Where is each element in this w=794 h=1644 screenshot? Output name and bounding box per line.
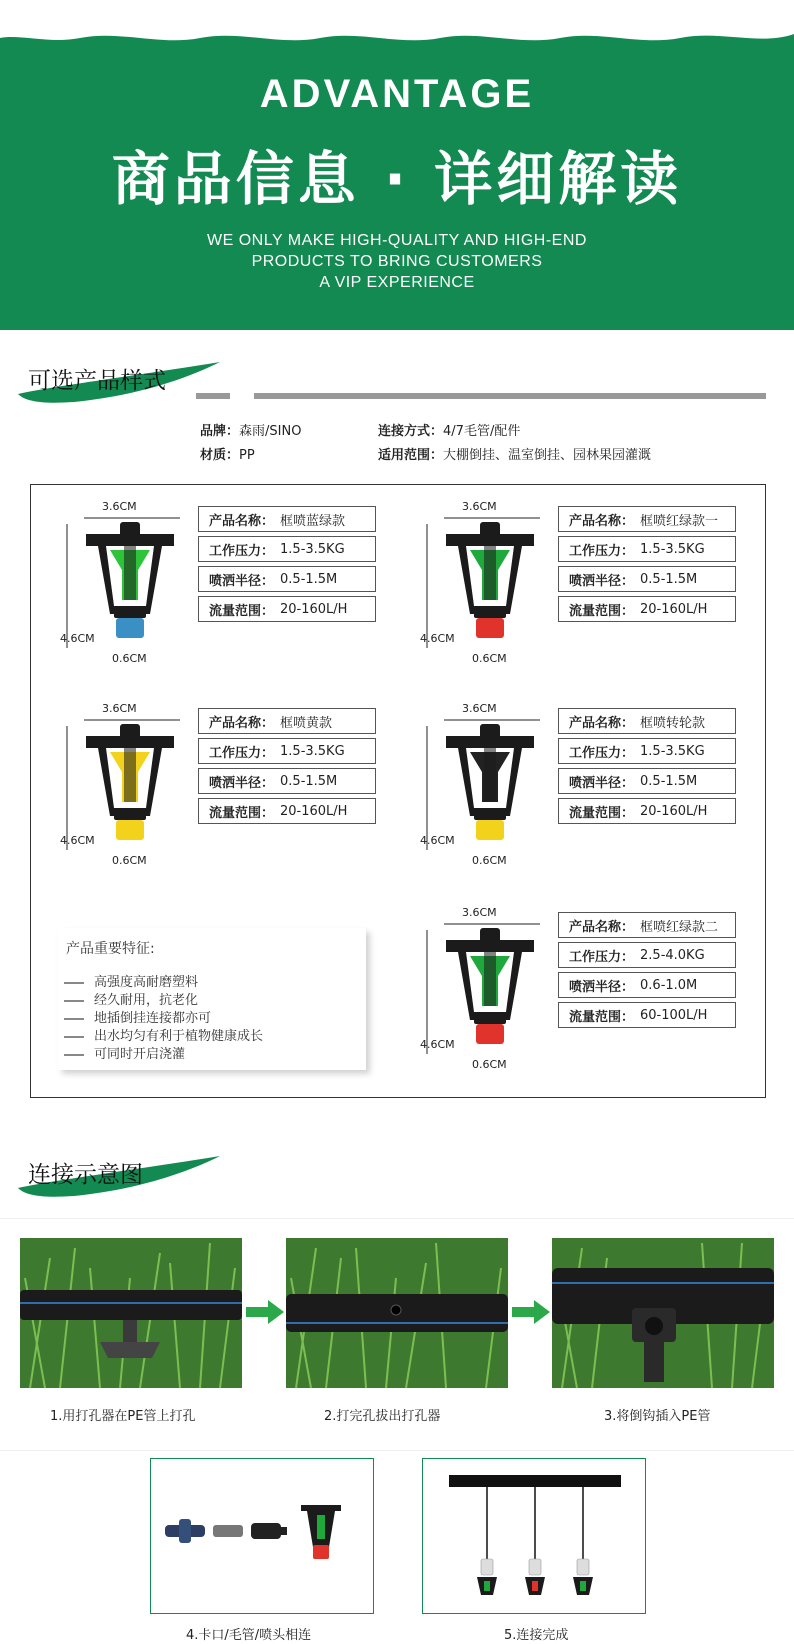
step-label-1: 1.用打孔器在PE管上打孔 — [50, 1409, 196, 1424]
divider-rule — [254, 393, 766, 399]
dim-width: 3.6CM — [102, 702, 137, 715]
divider-rule — [196, 393, 230, 399]
tagline-line: PRODUCTS TO BRING CUSTOMERS — [251, 253, 543, 270]
product-card — [420, 702, 740, 882]
step-label-4: 4.卡口/毛管/喷头相连 — [186, 1628, 312, 1643]
step-photo-punch — [20, 1238, 242, 1388]
dim-width: 3.6CM — [462, 906, 497, 919]
spec-brand: 品牌：森雨/SINO — [200, 424, 302, 439]
wave-decoration — [0, 0, 794, 48]
connector-parts-icon — [151, 1459, 373, 1613]
spec-row-radius: 喷洒半径： 0.5-1.5M — [198, 768, 376, 794]
dim-width: 3.6CM — [102, 500, 137, 513]
dim-height: 4.6CM — [420, 834, 455, 847]
spec-table — [198, 708, 376, 828]
step-photo-hole — [286, 1238, 508, 1388]
arrow-right-icon — [246, 1300, 284, 1324]
spec-connect: 连接方式：4/7毛管/配件 — [378, 424, 521, 439]
assembly-box — [150, 1458, 374, 1614]
spec-row-flow: 流量范围： 20-160L/H — [198, 798, 376, 824]
spec-row-flow: 流量范围： 60-100L/H — [558, 1002, 736, 1028]
section-title-styles — [14, 356, 224, 406]
spec-table — [558, 912, 736, 1032]
spec-row-radius: 喷洒半径： 0.5-1.5M — [198, 566, 376, 592]
step-photo-insert — [552, 1238, 774, 1388]
product-card — [420, 500, 740, 680]
tagline-line: A VIP EXPERIENCE — [319, 274, 475, 291]
spec-row-flow: 流量范围： 20-160L/H — [558, 596, 736, 622]
features-box — [58, 928, 366, 1070]
dim-height-line — [424, 726, 430, 850]
grass-pipe-hole-icon — [286, 1238, 508, 1388]
spec-row-pressure: 工作压力： 1.5-3.5KG — [198, 738, 376, 764]
product-card — [60, 500, 380, 680]
dim-height-line — [64, 524, 70, 648]
spec-row-radius: 喷洒半径： 0.6-1.0M — [558, 972, 736, 998]
spec-row-name: 产品名称： 框喷转轮款 — [558, 708, 736, 734]
feature-item: 出水均匀有利于植物健康成长 — [64, 1028, 263, 1046]
dash-icon — [64, 1036, 84, 1038]
sprinkler-icon — [440, 522, 540, 650]
dim-width-line — [444, 920, 544, 928]
dim-width: 3.6CM — [462, 702, 497, 715]
features-list — [64, 974, 263, 1064]
sprinkler-icon — [80, 724, 180, 852]
dim-height-line — [64, 726, 70, 850]
arrow-right-icon — [512, 1300, 550, 1324]
spec-row-pressure: 工作压力： 1.5-3.5KG — [198, 536, 376, 562]
dim-height: 4.6CM — [60, 834, 95, 847]
step-label-2: 2.打完孔拔出打孔器 — [324, 1409, 441, 1424]
feature-item: 经久耐用，抗老化 — [64, 992, 263, 1010]
spec-row-radius: 喷洒半径： 0.5-1.5M — [558, 566, 736, 592]
dim-base: 0.6CM — [472, 1058, 507, 1071]
product-card — [60, 702, 380, 882]
spec-row-name: 产品名称： 框喷蓝绿款 — [198, 506, 376, 532]
grass-pipe-barb-icon — [552, 1238, 774, 1388]
divider-line — [0, 1218, 794, 1219]
spec-row-pressure: 工作压力： 1.5-3.5KG — [558, 536, 736, 562]
spec-row-name: 产品名称： 框喷黄款 — [198, 708, 376, 734]
spec-row-pressure: 工作压力： 1.5-3.5KG — [558, 738, 736, 764]
spec-table — [558, 506, 736, 626]
spec-row-flow: 流量范围： 20-160L/H — [198, 596, 376, 622]
sprinkler-icon — [440, 724, 540, 852]
spec-table — [558, 708, 736, 828]
hanging-sprinklers-icon — [423, 1459, 645, 1613]
step-label-5: 5.连接完成 — [504, 1628, 569, 1643]
dash-icon — [64, 982, 84, 984]
dim-width-line — [84, 716, 184, 724]
spec-row-flow: 流量范围： 20-160L/H — [558, 798, 736, 824]
sprinkler-icon — [440, 928, 540, 1056]
spec-table — [198, 506, 376, 626]
dim-height: 4.6CM — [420, 632, 455, 645]
spec-row-pressure: 工作压力： 2.5-4.0KG — [558, 942, 736, 968]
section-title-label: 可选产品样式 — [28, 368, 166, 394]
tagline — [0, 230, 794, 293]
spec-row-name: 产品名称： 框喷红绿款二 — [558, 912, 736, 938]
tagline-line: WE ONLY MAKE HIGH-QUALITY AND HIGH-END — [207, 232, 587, 249]
dim-height: 4.6CM — [60, 632, 95, 645]
dim-height-line — [424, 524, 430, 648]
dim-height: 4.6CM — [420, 1038, 455, 1051]
dash-icon — [64, 1054, 84, 1056]
dash-icon — [64, 1018, 84, 1020]
spec-row-radius: 喷洒半径： 0.5-1.5M — [558, 768, 736, 794]
dim-height-line — [424, 930, 430, 1054]
dim-width-line — [444, 514, 544, 522]
dim-base: 0.6CM — [472, 652, 507, 665]
headline-en: ADVANTAGE — [259, 72, 535, 116]
product-card — [420, 906, 740, 1086]
divider-line — [0, 1450, 794, 1451]
feature-item: 高强度高耐磨塑料 — [64, 974, 263, 992]
section-title-connection — [14, 1150, 224, 1200]
dim-base: 0.6CM — [472, 854, 507, 867]
feature-item: 可同时开启浇灌 — [64, 1046, 263, 1064]
dim-width-line — [84, 514, 184, 522]
dim-width: 3.6CM — [462, 500, 497, 513]
section-title-label: 连接示意图 — [28, 1162, 143, 1188]
headline-cn: 商品信息 · 详细解读 — [111, 145, 683, 213]
spec-scope: 适用范围：大棚倒挂、温室倒挂、园林果园灌溉 — [378, 448, 652, 463]
sprinkler-icon — [80, 522, 180, 650]
dim-base: 0.6CM — [112, 652, 147, 665]
hero-banner — [0, 0, 794, 330]
feature-item: 地插倒挂连接都亦可 — [64, 1010, 263, 1028]
dash-icon — [64, 1000, 84, 1002]
grass-pipe-punch-icon — [20, 1238, 242, 1388]
features-title: 产品重要特征: — [66, 941, 155, 957]
dim-base: 0.6CM — [112, 854, 147, 867]
spec-row-name: 产品名称： 框喷红绿款一 — [558, 506, 736, 532]
spec-material: 材质：PP — [200, 448, 255, 463]
step-label-3: 3.将倒钩插入PE管 — [604, 1409, 711, 1424]
completed-box — [422, 1458, 646, 1614]
dim-width-line — [444, 716, 544, 724]
